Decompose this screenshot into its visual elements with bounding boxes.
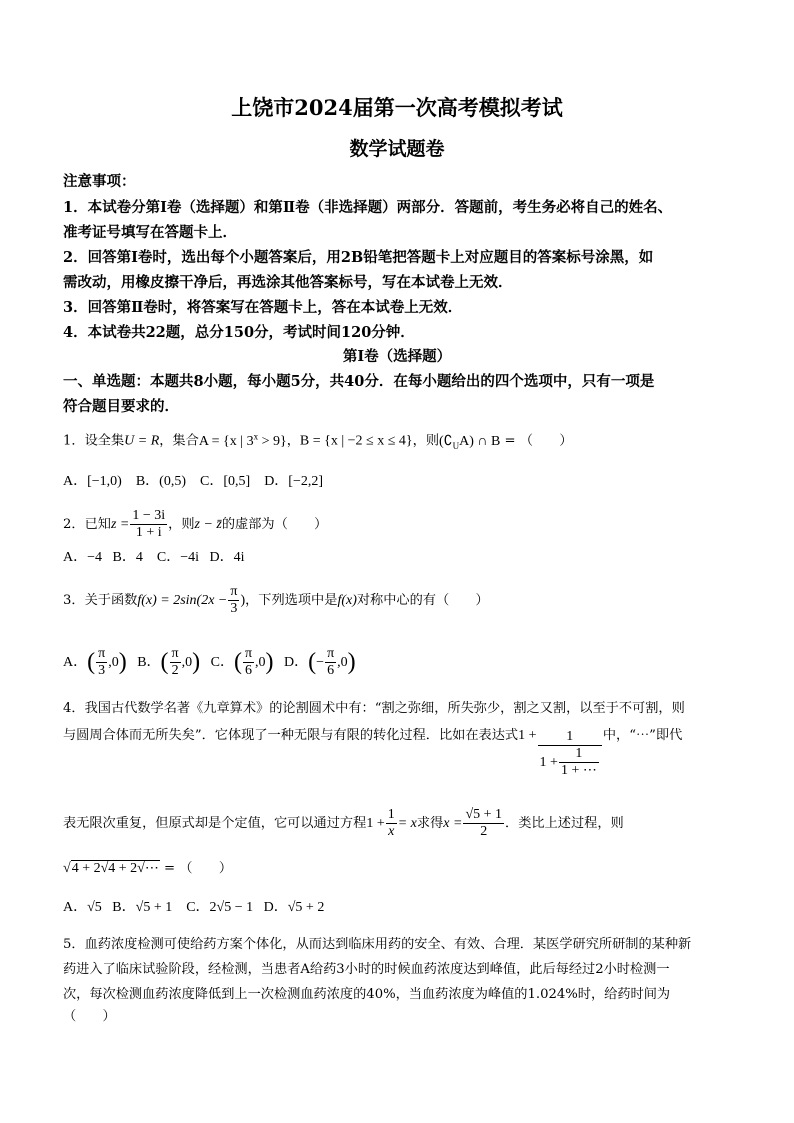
- question-5-line-4: （ ）: [63, 1009, 116, 1024]
- question-2: 2．已知z = $\frac{1 - 3i}{1 + i}$ ，则z − z̄的虚部为（ ）: [63, 508, 328, 541]
- section-heading: 一、单选题：本题共8小题，每小题5分，共40分．在每小题给出的四个选项中，只有一项是: [63, 373, 655, 390]
- question-5-line-3: 次，每次检测血药浓度降低到上一次检测血药浓度的40%，当血药浓度为峰值的1.024%时，给药时间为: [63, 987, 671, 1002]
- question-4-options: [63, 901, 324, 915]
- q2-option-b: B．4: [112, 550, 143, 565]
- q3-option-b: B．( $\frac{\pi}{2}$ ,0): [137, 646, 201, 679]
- question-3: 3．关于函数f(x) = 2sin(2x − $\frac{\pi}{3}$ )，下列选项中是f(x)对称中心的有（ ）: [63, 584, 489, 617]
- question-4-line-1: 4．我国古代数学名著《九章算术》的论割圆术中有：“割之弥细，所失弥少，割之又割，以至于不可割，则: [63, 701, 685, 716]
- notice-item-2: 2．回答第Ⅰ卷时，选出每个小题答案后，用2B铅笔把答题卡上对应题目的答案标号涂黑，如: [63, 249, 654, 266]
- q3-option-d: D．(− $\frac{\pi}{6}$ ,0): [284, 646, 356, 679]
- q4-option-c: C．2√5 − 1: [186, 900, 254, 915]
- exam-subtitle: 数学试题卷: [349, 138, 445, 160]
- q4-option-a: A．√5: [63, 900, 102, 915]
- q2-option-a: A．−4: [63, 550, 103, 565]
- q1-option-c: C．[0,5]: [200, 474, 251, 489]
- question-5-line-2: 药进入了临床试验阶段，经检测，当患者A给药3小时的时候血药浓度达到峰值，此后每经过2小时检测一: [63, 962, 670, 977]
- q4-option-d: D．√5 + 2: [263, 900, 325, 915]
- q4-option-b: B．√5 + 1: [112, 900, 173, 915]
- question-4-line-2: 与圆周合体而无所失矣”．它体现了一种无限与有限的转化过程．比如在表达式1 + 1 1 + $\frac{1}{1 + \cdots}$ 中，“⋯”即代: [63, 728, 683, 779]
- q3-option-a: A．( $\frac{\pi}{3}$ ,0): [63, 646, 127, 679]
- question-1-options: [63, 475, 323, 489]
- q2-option-d: D．4i: [209, 550, 245, 565]
- notice-item-1-cont: 准考证号填写在答题卡上．: [63, 224, 237, 241]
- notice-item-1: 1．本试卷分第Ⅰ卷（选择题）和第Ⅱ卷（非选择题）两部分．答题前，考生务必将自己的姓名、: [63, 199, 673, 216]
- notice-item-4: 4．本试卷共22题，总分150分，考试时间120分钟．: [63, 324, 415, 341]
- part1-title: 第Ⅰ卷（选择题）: [342, 348, 452, 365]
- q2-fraction: $\frac{1 - 3i}{1 + i}$: [132, 508, 166, 541]
- notice-item-3: 3．回答第Ⅱ卷时，将答案写在答题卡上，答在本试卷上无效．: [63, 299, 463, 316]
- q2-option-c: C．−4i: [156, 550, 199, 565]
- exam-title: 上饶市2024届第一次高考模拟考试: [231, 95, 563, 120]
- notice-heading: 注意事项：: [63, 173, 136, 190]
- q1-option-d: D．[−2,2]: [264, 474, 324, 489]
- notice-item-2-cont: 需改动，用橡皮擦干净后，再选涂其他答案标号，写在本试卷上无效．: [63, 274, 513, 291]
- question-3-options: [63, 646, 356, 679]
- question-5-line-1: 5．血药浓度检测可使给药方案个体化，从而达到临床用药的安全、有效、合理．某医学研究所研制的某种新: [63, 937, 692, 952]
- question-4-line-4: √4 + 2√4 + 2√⋯ = （ ）: [63, 861, 233, 876]
- q4-continued-fraction: 1 1 + $\frac{1}{1 + \cdots}$: [538, 729, 602, 779]
- section-heading-cont: 符合题目要求的．: [63, 398, 179, 415]
- q1-option-b: B．(0,5): [135, 474, 187, 489]
- q3-option-c: C．( $\frac{\pi}{6}$ ,0): [210, 646, 274, 679]
- q1-option-a: A．[−1,0): [63, 474, 122, 489]
- q3-pi-fraction: $\frac{\pi}{3}$: [230, 584, 238, 617]
- q4-nested-radical: 4 + 2√4 + 2√⋯: [71, 861, 159, 876]
- question-2-options: [63, 551, 244, 565]
- question-4-line-3: 表无限次重复，但原式却是个定值，它可以通过方程1 + $\frac{1}{x}$ = x求得x = $\frac{√5 + 1}{2}$ ．类比上述过程，则: [63, 807, 624, 840]
- question-1: 1．设全集U = R，集合A = {x | $3^x > 9$}，B = {x | −2 ≤ x ≤ 4}，则$(∁_UA)$ ∩ B = （ ）: [63, 431, 573, 451]
